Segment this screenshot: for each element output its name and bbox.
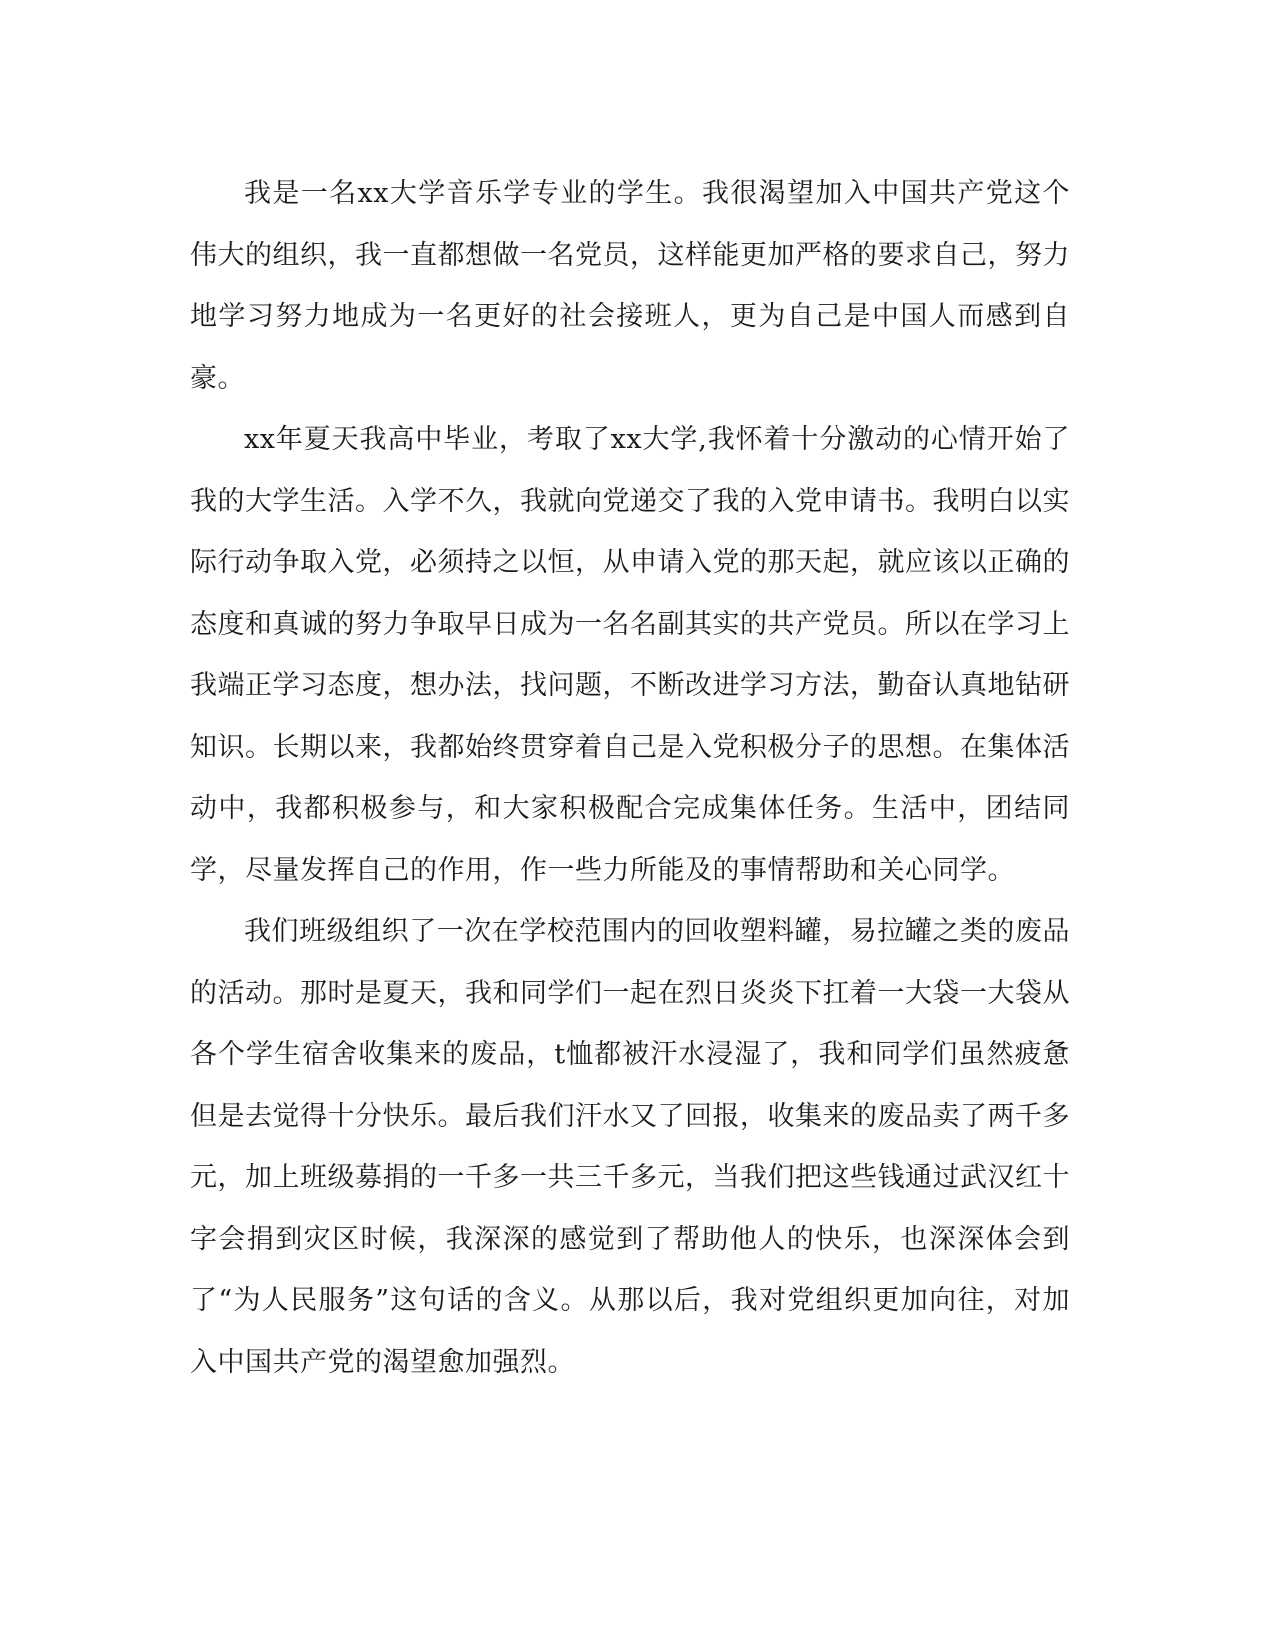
- paragraph-2: xx年夏天我高中毕业，考取了xx大学,我怀着十分激动的心情开始了我的大学生活。入学不久，我就向党递交了我的入党申请书。我明白以实际行动争取入党，必须持之以恒，从申请入党的那天起，就应该以正确的态度和真诚的努力争取早日成为一名名副其实的共产党员。所以在学习上我端正学习态度，想办法，找问题，不断改进学习方法，勤奋认真地钻研知识。长期以来，我都始终贯穿着自己是入党积极分子的思想。在集体活动中，我都积极参与，和大家积极配合完成集体任务。生活中，团结同学，尽量发挥自己的作用，作一些力所能及的事情帮助和关心同学。: [190, 424, 1070, 886]
- document-body: [190, 163, 1070, 1393]
- paragraph-1: 我是一名xx大学音乐学专业的学生。我很渴望加入中国共产党这个伟大的组织，我一直都想做一名党员，这样能更加严格的要求自己，努力地学习努力地成为一名更好的社会接班人，更为自己是中国人而感到自豪。: [190, 178, 1070, 394]
- paragraph-3: 我们班级组织了一次在学校范围内的回收塑料罐，易拉罐之类的废品的活动。那时是夏天，我和同学们一起在烈日炎炎下扛着一大袋一大袋从各个学生宿舍收集来的废品，t恤都被汗水浸湿了，我和同学们虽然疲惫但是去觉得十分快乐。最后我们汗水又了回报，收集来的废品卖了两千多元，加上班级募捐的一千多一共三千多元，当我们把这些钱通过武汉红十字会捐到灾区时候，我深深的感觉到了帮助他人的快乐，也深深体会到了“为人民服务”这句话的含义。从那以后，我对党组织更加向往，对加入中国共产党的渴望愈加强烈。: [190, 916, 1070, 1378]
